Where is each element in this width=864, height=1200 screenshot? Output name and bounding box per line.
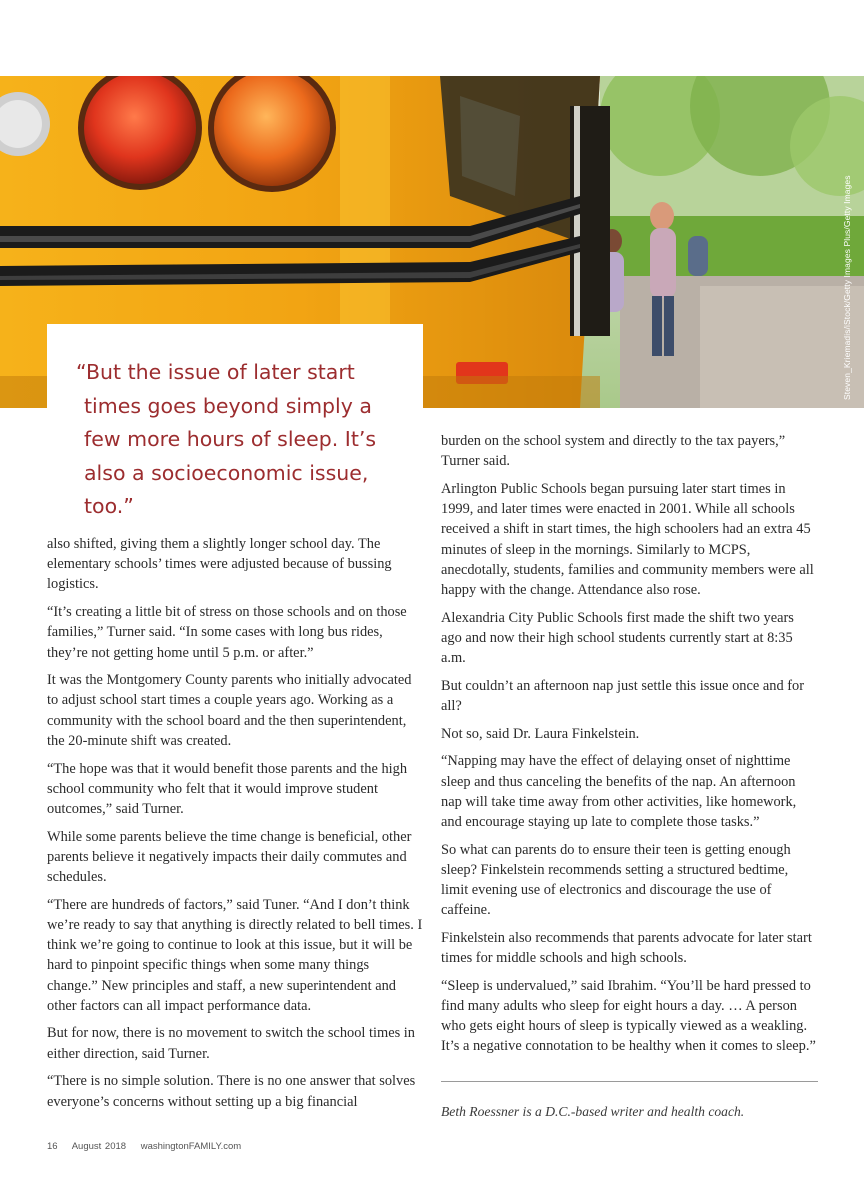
article-column-left [47, 534, 423, 1119]
paragraph: Not so, said Dr. Laura Finkelstein. [441, 725, 640, 742]
paragraph: “It’s creating a little bit of stress on those schools and on those families,” Turner said. “In some cases with long bus rides, they’re not getting home until 5 p.m. or after.” [47, 604, 407, 661]
bio-divider [441, 1081, 818, 1082]
paragraph: It was the Montgomery County parents who initially advocated to adjust school start times a couple years ago. Working as a community with the school board and the then superintendent, the 20-minute shift was created. [47, 672, 412, 749]
issue-date: August 2018 [71, 1141, 127, 1152]
article-column-right [441, 431, 818, 1064]
paragraph: While some parents believe the time change is beneficial, other parents believe it negatively impacts their daily commutes and schedules. [47, 828, 412, 886]
author-bio: Beth Roessner is a D.C.-based writer and health coach. [441, 1104, 745, 1119]
paragraph: But for now, there is no movement to switch the school times in either direction, said Turner. [47, 1025, 415, 1062]
paragraph: But couldn’t an afternoon nap just settle this issue once and for all? [441, 677, 805, 714]
paragraph: “There are hundreds of factors,” said Tuner. “And I don’t think we’re ready to say that anything is directly related to bell times. I think we’re going to continue to look at this issue, but it will be hard to pinpoint specific things when some many things change.” New principles and staff, a new superintendent and other factors can all impact performance data. [47, 896, 423, 1014]
paragraph: “Napping may have the effect of delaying onset of nighttime sleep and thus canceling the benefits of the nap. An afternoon nap will take time away from other activities, like homework, and encourage staying up late to complete those tasks.” [441, 753, 797, 830]
photo-credit: Steven_Kriemadis/iStock/Getty Images Plus/Getty Images [842, 175, 852, 400]
pull-quote: “But the issue of later start times goes beyond simply a few more hours of sleep. It’s also a socioeconomic issue, too.” [76, 360, 377, 518]
paragraph: “The hope was that it would benefit those parents and the high school community who felt that it would improve student outcomes,” said Turner. [47, 760, 408, 817]
site-name: washingtonFAMILY.com [140, 1141, 242, 1152]
paragraph: “Sleep is undervalued,” said Ibrahim. “You’ll be hard pressed to find many adults who sleep for eight hours a day. … A person who gets eight hours of sleep is typically viewed as a weakling. It’s a negative connotation to be healthy when it comes to sleep.” [441, 977, 816, 1055]
paragraph: So what can parents do to ensure their teen is getting enough sleep? Finkelstein recommends setting a structured bedtime, limit evening use of electronics and discourage the use of caffeine. [441, 841, 791, 919]
paragraph: Arlington Public Schools began pursuing later start times in 1999, and later times were enacted in 2001. While all schools received a shift in start times, the high schoolers had an extra 45 minutes of sleep in the mornings. Similarly to MCPS, anecdotally, students, families and community members were all happy with the change. Attendance also rose. [441, 480, 814, 598]
page-number: 16 [47, 1141, 58, 1152]
paragraph: “There is no simple solution. There is no one answer that solves everyone’s concerns without setting up a big financial [47, 1073, 416, 1110]
page-footer [47, 1141, 252, 1152]
paragraph: burden on the school system and directly to the tax payers,” Turner said. [441, 433, 786, 470]
paragraph: also shifted, giving them a slightly longer school day. The elementary schools’ times were adjusted because of bussing logistics. [47, 536, 392, 593]
paragraph: Alexandria City Public Schools first made the shift two years ago and now their high school students currently start at 8:35 a.m. [441, 609, 794, 667]
paragraph: Finkelstein also recommends that parents advocate for later start times for middle schools and high schools. [441, 929, 812, 967]
